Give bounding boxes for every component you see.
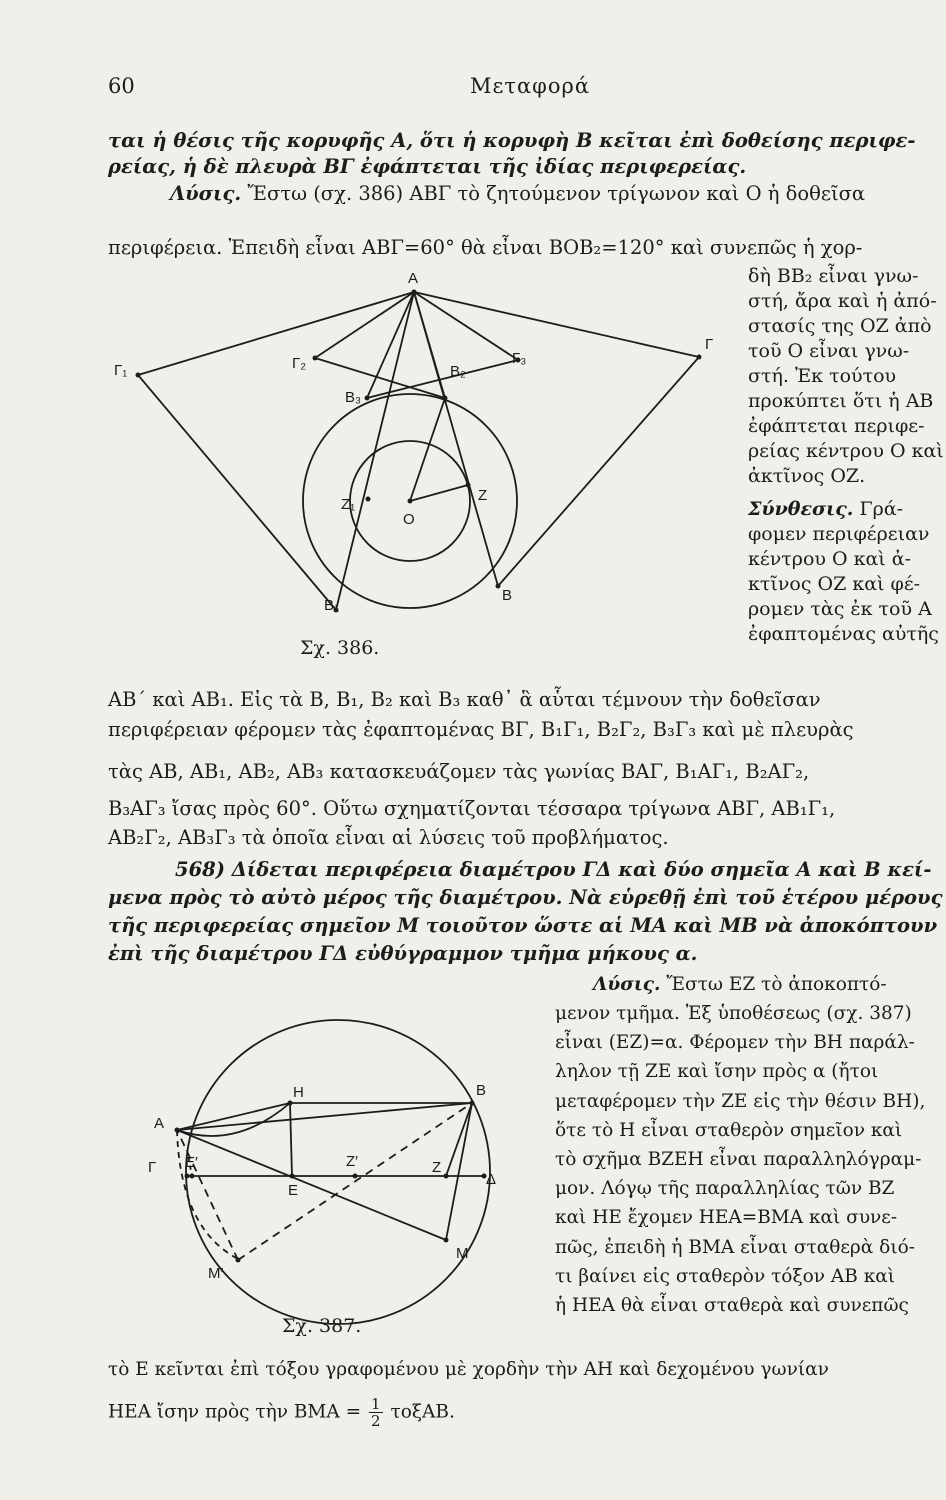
label-G3: Γ₃ bbox=[512, 350, 527, 367]
text-line: δὴ ΒΒ₂ εἶναι γνω- bbox=[748, 265, 919, 287]
line-A-G bbox=[414, 292, 699, 357]
text-line: ρομεν τὰς ἐκ τοῦ Α bbox=[748, 598, 932, 620]
label-B: B bbox=[476, 1082, 487, 1099]
figure-386 bbox=[100, 270, 750, 640]
right-column-387 bbox=[593, 970, 887, 999]
figure-387 bbox=[140, 1000, 520, 1330]
text-line: ὅτε τὸ Η εἶναι σταθερὸν σημεῖον καὶ bbox=[555, 1119, 903, 1141]
label-O: O bbox=[403, 511, 415, 528]
label-B1: B₁ bbox=[324, 597, 340, 614]
line-H-E bbox=[290, 1103, 292, 1176]
text-line: μενον τμῆμα. Ἐξ ὑποθέσεως (σχ. 387) bbox=[555, 1003, 912, 1024]
synthesis-label: Σύνθεσις. bbox=[748, 498, 854, 520]
text-line: κτῖνος ΟΖ καὶ φέ- bbox=[748, 573, 921, 595]
text-line: στή. Ἐκ τούτου bbox=[748, 365, 897, 387]
text-line: μεταφέρομεν τὴν ΖΕ εἰς τὴν θέσιν ΒΗ), bbox=[555, 1090, 926, 1112]
page-number: 60 bbox=[108, 74, 135, 98]
solution-label: Λύσις. bbox=[170, 182, 242, 205]
label-B2: B₂ bbox=[450, 363, 466, 380]
text-line: τὸ σχῆμα ΒΖΕΗ εἶναι παραλληλόγραμ- bbox=[555, 1149, 922, 1171]
body-line: περιφέρειαν φέρομεν τὰς ἐφαπτομένας ΒΓ, Β₁Γ₁, Β₂Γ₂, Β₃Γ₃ καὶ μὲ πλευρὰς bbox=[108, 718, 854, 741]
text-line: στασίς της ΟΖ ἀπὸ bbox=[748, 315, 932, 337]
last-prefix: ΗΕΑ ἴσην πρὸς τὴν ΒΜΑ = bbox=[108, 1401, 362, 1423]
text-line: ἡ ΗΕΑ θὰ εἶναι σταθερὰ καὶ συνεπῶς bbox=[555, 1295, 909, 1317]
problem-567-line-4: περιφέρεια. Ἐπειδὴ εἶναι ΑΒΓ=60° θὰ εἶναι ΒΟΒ₂=120° καὶ συνεπῶς ἡ χορ- bbox=[108, 236, 863, 259]
text-line: ἐφάπτεται περιφε- bbox=[748, 415, 925, 437]
text-line: στή, ἄρα καὶ ἡ ἀπό- bbox=[748, 290, 937, 312]
text-line: Γρά- bbox=[859, 498, 904, 520]
problem-568-line-1: 568) Δίδεται περιφέρεια διαμέτρου ΓΔ καὶ δύο σημεῖα Α καὶ Β κεί- bbox=[175, 858, 932, 881]
label-B3: B₃ bbox=[345, 389, 362, 406]
text-line: προκύπτει ὅτι ἡ ΑΒ bbox=[748, 390, 934, 412]
line-B-Z bbox=[446, 1103, 472, 1176]
text-line: καὶ ΗΕ ἔχομεν ΗΕΑ=ΒΜΑ καὶ συνε- bbox=[555, 1207, 898, 1229]
solution-568-label: Λύσις. bbox=[593, 974, 661, 995]
last-suffix: τοξΑΒ. bbox=[390, 1401, 455, 1423]
last-line bbox=[108, 1396, 455, 1429]
label-Z-prime: Z′ bbox=[346, 1153, 358, 1170]
solution-text: Ἔστω (σχ. 386) ΑΒΓ τὸ ζητούμενον τρίγωνον καὶ Ο ἡ δοθεῖσα bbox=[247, 182, 866, 205]
label-Z: Z bbox=[432, 1159, 442, 1176]
body-line: ΑΒ΄ καὶ ΑΒ₁. Εἰς τὰ Β, Β₁, Β₂ καὶ Β₃ καθ᾽ ἃ αὗται τέμνουν τὴν δοθεῖσαν bbox=[108, 688, 821, 711]
line-A-B bbox=[177, 1103, 472, 1130]
fraction-numerator: 1 bbox=[371, 1395, 381, 1413]
right-column-386 bbox=[748, 264, 944, 647]
text-line: ληλον τῇ ΖΕ καὶ ἴσην πρὸς α (ἤτοι bbox=[555, 1061, 879, 1083]
body-line: Β₃ΑΓ₃ ἴσας πρὸς 60°. Οὕτω σχηματίζονται τέσσαρα τρίγωνα ΑΒΓ, ΑΒ₁Γ₁, bbox=[108, 797, 836, 820]
text-line: τι βαίνει εἰς σταθερὸν τόξον ΑΒ καὶ bbox=[555, 1265, 896, 1287]
label-H: H bbox=[293, 1084, 304, 1101]
line-G2-B2 bbox=[315, 358, 445, 398]
text-line: φομεν περιφέρειαν bbox=[748, 523, 930, 545]
label-B: B bbox=[502, 587, 513, 604]
line-B-M bbox=[446, 1103, 472, 1240]
label-Z: Z bbox=[478, 487, 488, 504]
line-G-B bbox=[498, 357, 699, 586]
label-E: E bbox=[288, 1182, 299, 1199]
label-Z1: Z₁ bbox=[341, 496, 356, 513]
label-A: A bbox=[154, 1115, 165, 1132]
body-line: ΑΒ₂Γ₂, ΑΒ₃Γ₃ τὰ ὁποῖα εἶναι αἱ λύσεις τοῦ προβλήματος. bbox=[108, 826, 669, 849]
problem-568-line-3: τῆς περιφερείας σημεῖον Μ τοιοῦτον ὥστε αἱ ΜΑ καὶ ΜΒ νὰ ἀποκόπτουν bbox=[108, 914, 938, 937]
label-D: Δ bbox=[486, 1171, 497, 1188]
line-A-G1 bbox=[138, 292, 414, 375]
text-line: ἐφαπτομένας αὐτῆς bbox=[748, 623, 939, 645]
dashed-M2-A bbox=[177, 1130, 238, 1260]
problem-567-line-2: ρείας, ἡ δὲ πλευρὰ ΒΓ ἐφάπτεται τῆς ἰδίας περιφερείας. bbox=[108, 155, 747, 178]
text-line: ἀκτῖνος ΟΖ. bbox=[748, 465, 866, 487]
label-M-prime: M′ bbox=[208, 1265, 224, 1282]
arc-locus bbox=[177, 1130, 240, 1260]
text-line: κέντρου Ο καὶ ἀ- bbox=[748, 548, 912, 570]
text-line: ρείας κέντρου Ο καὶ bbox=[748, 440, 944, 462]
label-M: M bbox=[456, 1245, 469, 1262]
fraction-denominator: 2 bbox=[371, 1412, 381, 1430]
body-line: τὰς ΑΒ, ΑΒ₁, ΑΒ₂, ΑΒ₃ κατασκευάζομεν τὰς γωνίας ΒΑΓ, Β₁ΑΓ₁, Β₂ΑΓ₂, bbox=[108, 760, 810, 783]
line-G1-B1 bbox=[138, 375, 336, 610]
line-A-B1 bbox=[336, 292, 414, 610]
caption-386: Σχ. 386. bbox=[300, 637, 380, 659]
text-line: τοῦ Ο εἶναι γνω- bbox=[748, 340, 910, 362]
synthesis-line bbox=[748, 497, 944, 522]
body-line: τὸ Ε κεῖνται ἐπὶ τόξου γραφομένου μὲ χορδὴν τὴν ΑΗ καὶ δεχομένου γωνίαν bbox=[108, 1359, 829, 1380]
running-title: Μεταφορά bbox=[470, 74, 591, 98]
label-G: Γ bbox=[148, 1159, 157, 1176]
problem-567-line-1: ται ἡ θέσις τῆς κορυφῆς Α, ὅτι ἡ κορυφὴ Β κεῖται ἐπὶ δοθείσης περιφε- bbox=[108, 129, 916, 152]
solution-line bbox=[170, 182, 865, 206]
label-G2: Γ₂ bbox=[292, 355, 307, 372]
text-line: Ἔστω ΕΖ τὸ ἀποκοπτό- bbox=[666, 974, 887, 995]
right-column-387b bbox=[555, 999, 925, 1320]
label-E-prime: E′ bbox=[185, 1154, 198, 1171]
text-line: πῶς, ἐπειδὴ ἡ ΒΜΑ εἶναι σταθερὰ διό- bbox=[555, 1236, 915, 1258]
problem-568-line-4: ἐπὶ τῆς διαμέτρου ΓΔ εὐθύγραμμον τμῆμα μήκους α. bbox=[108, 942, 698, 965]
label-A: A bbox=[408, 270, 419, 287]
label-G1: Γ₁ bbox=[114, 362, 128, 379]
text-line: μον. Λόγῳ τῆς παραλληλίας τῶν ΒΖ bbox=[555, 1178, 895, 1200]
text-line: εἶναι (ΕΖ)=α. Φέρομεν τὴν ΒΗ παράλ- bbox=[555, 1032, 915, 1054]
label-G: Γ bbox=[705, 336, 714, 353]
caption-387: Σχ. 387. bbox=[282, 1315, 362, 1337]
circle-387 bbox=[186, 1020, 490, 1324]
segment-O-Z bbox=[410, 485, 468, 501]
solution-568-line bbox=[593, 970, 887, 999]
fraction bbox=[369, 1396, 383, 1429]
problem-568-line-2: μενα πρὸς τὸ αὐτὸ μέρος τῆς διαμέτρου. Νὰ εὑρεθῇ ἐπὶ τοῦ ἑτέρου μέρους bbox=[108, 886, 943, 909]
